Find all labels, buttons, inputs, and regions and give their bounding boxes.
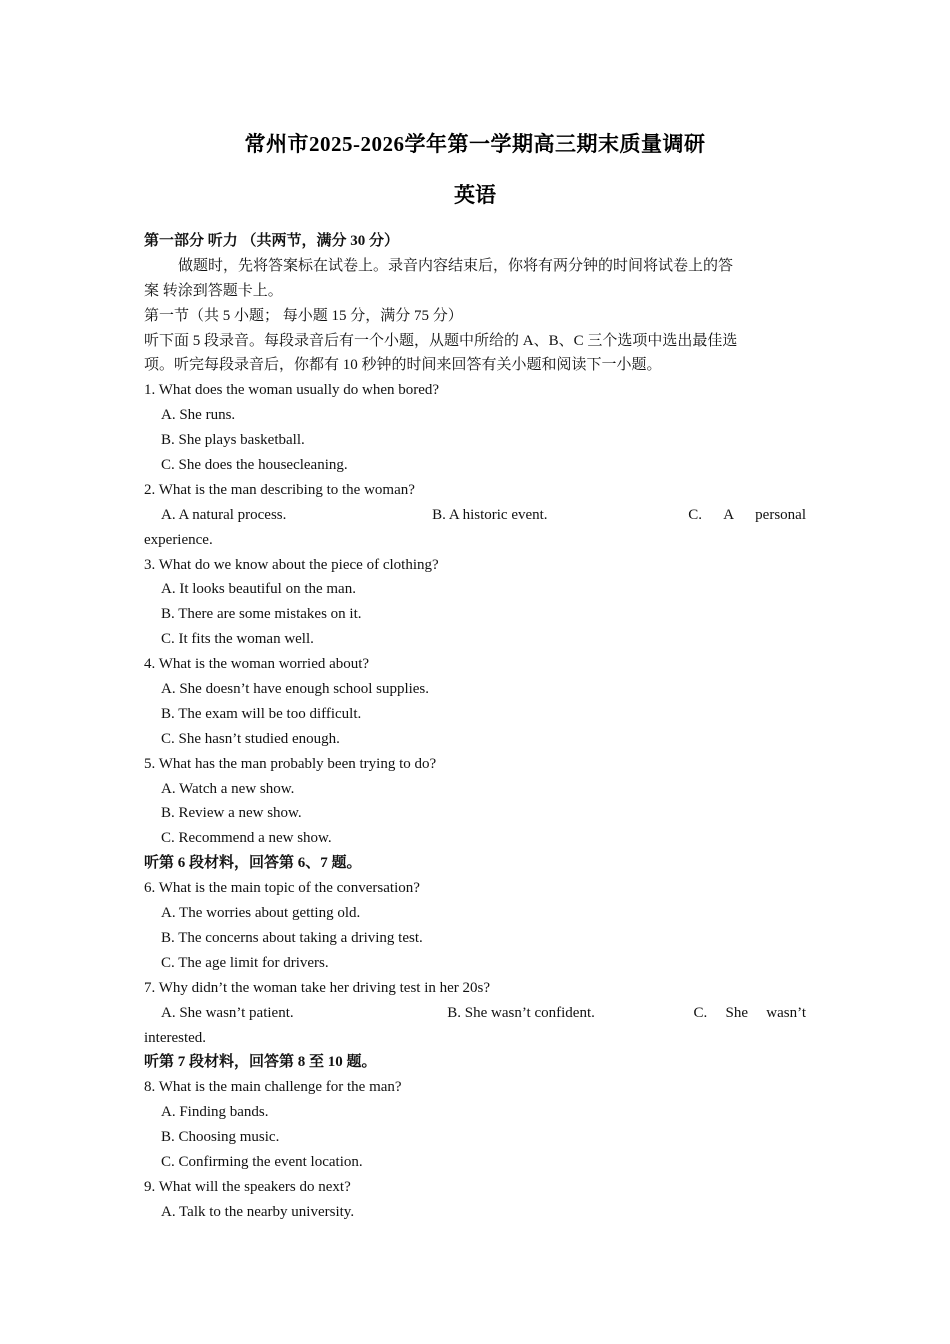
option-8a: A. Finding bands. <box>161 1104 269 1121</box>
option-7c-label: C. <box>693 1004 708 1021</box>
option-2c-continued: experience. <box>144 531 213 548</box>
option-2c-word2: personal <box>755 506 806 523</box>
question-3: 3. What do we know about the piece of clothing? <box>144 556 439 573</box>
option-6b: B. The concerns about taking a driving test. <box>161 929 423 946</box>
section1-instruction-1: 听下面 5 段录音。每段录音后有一个小题，从题中所给的 A、B、C 三个选项中选出最佳选 <box>144 332 738 349</box>
question-1: 1. What does the woman usually do when bored? <box>144 382 440 399</box>
instruction-line-2: 案 转涂到答题卡上。 <box>144 282 283 299</box>
part1-heading: 第一部分 听力 （共两节，满分 30 分） <box>144 233 400 249</box>
question-2: 2. What is the man describing to the woman? <box>144 481 415 498</box>
question-7: 7. Why didn’t the woman take her driving test in her 20s? <box>144 979 491 996</box>
option-5b: B. Review a new show. <box>161 805 302 822</box>
options-2-row <box>144 503 806 528</box>
option-5c: C. Recommend a new show. <box>161 830 332 847</box>
option-4c: C. She hasn’t studied enough. <box>161 730 340 747</box>
question-5: 5. What has the man probably been trying to do? <box>144 755 437 772</box>
exam-title: 常州市2025-2026学年第一学期高三期末质量调研 <box>244 132 706 156</box>
option-7c-word1: She <box>725 1004 749 1021</box>
question-9: 9. What will the speakers do next? <box>144 1178 351 1195</box>
subject-title: 英语 <box>454 183 496 207</box>
question-4: 4. What is the woman worried about? <box>144 656 370 673</box>
option-4b: B. The exam will be too difficult. <box>161 705 362 722</box>
option-6c: C. The age limit for drivers. <box>161 954 329 971</box>
option-8c: C. Confirming the event location. <box>161 1153 363 1170</box>
question-8: 8. What is the main challenge for the man? <box>144 1079 402 1096</box>
question-6: 6. What is the main topic of the conversation? <box>144 880 420 897</box>
option-7c-word2: wasn’t <box>766 1004 806 1021</box>
option-2c-label: C. <box>688 506 703 523</box>
options-7-row <box>144 1001 806 1026</box>
option-3b: B. There are some mistakes on it. <box>161 606 362 623</box>
option-3a: A. It looks beautiful on the man. <box>161 581 356 598</box>
option-7a: A. She wasn’t patient. <box>161 1004 294 1021</box>
option-4a: A. She doesn’t have enough school supplies. <box>161 681 430 698</box>
option-2b: B. A historic event. <box>432 506 548 523</box>
option-3c: C. It fits the woman well. <box>161 631 314 648</box>
option-7c-continued: interested. <box>144 1029 207 1046</box>
option-2a: A. A natural process. <box>161 506 287 523</box>
group7-heading: 听第 7 段材料，回答第 8 至 10 题。 <box>144 1054 377 1071</box>
option-1a: A. She runs. <box>161 407 236 424</box>
option-7b: B. She wasn’t confident. <box>447 1004 595 1021</box>
section1-instruction-2: 项。听完每段录音后，你都有 10 秒钟的时间来回答有关小题和阅读下一小题。 <box>144 357 662 374</box>
option-8b: B. Choosing music. <box>161 1129 280 1146</box>
option-1c: C. She does the housecleaning. <box>161 457 348 474</box>
option-9a: A. Talk to the nearby university. <box>161 1203 355 1220</box>
exam-content <box>144 229 806 1225</box>
option-2c-word1: A <box>723 506 735 523</box>
instruction-line-1: 做题时，先将答案标在试卷上。录音内容结束后，你将有两分钟的时间将试卷上的答 <box>178 257 734 274</box>
group6-heading: 听第 6 段材料，回答第 6、7 题。 <box>144 855 362 872</box>
option-1b: B. She plays basketball. <box>161 432 305 449</box>
option-5a: A. Watch a new show. <box>161 780 295 797</box>
section1-heading: 第一节（共 5 小题； 每小题 15 分，满分 75 分） <box>144 307 463 324</box>
option-6a: A. The worries about getting old. <box>161 905 361 922</box>
